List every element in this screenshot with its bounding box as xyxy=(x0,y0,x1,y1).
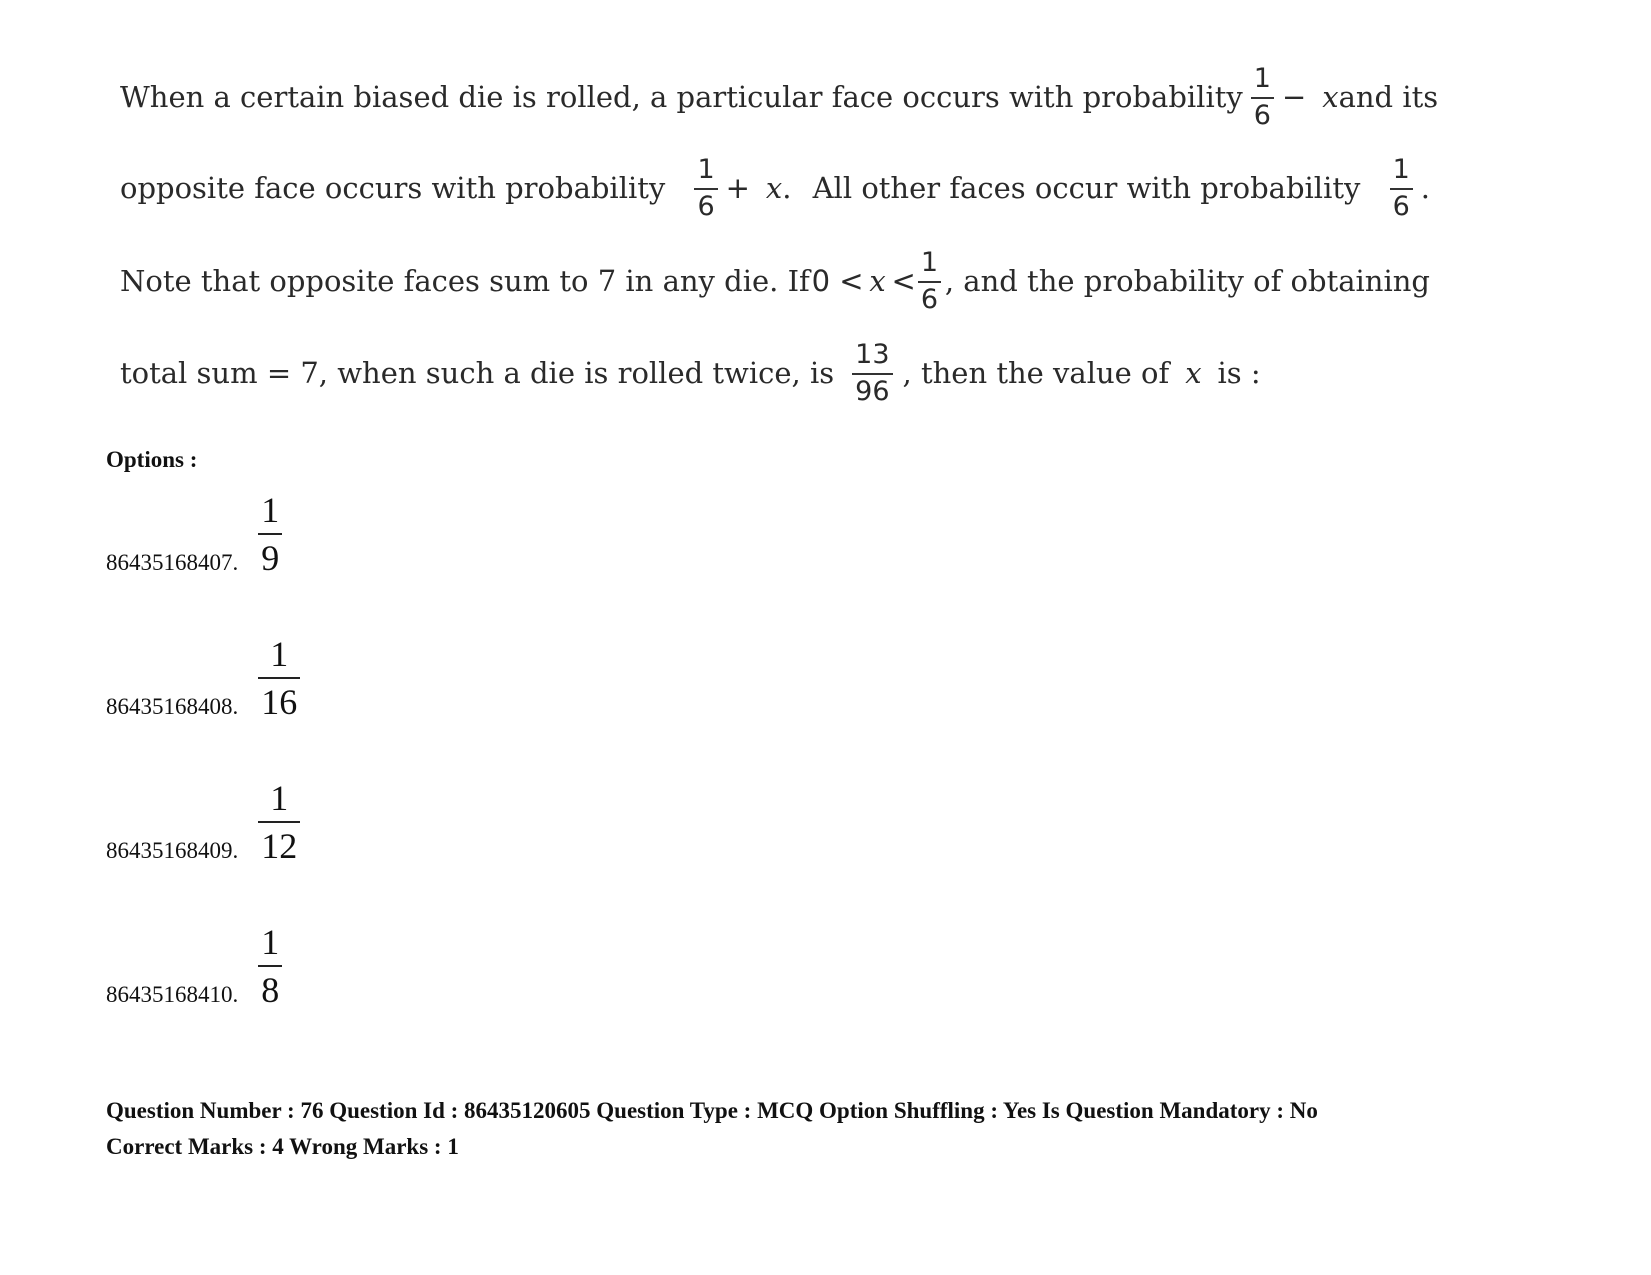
option-fraction: $\frac{1}{9}$ xyxy=(258,492,282,578)
option-fraction: $\frac{1}{8}$ xyxy=(258,924,282,1010)
question-line-1: When a certain biased die is rolled, a particular face occurs with probability $\frac{1}{6}$ − x and its xyxy=(120,63,1439,132)
question-text-fragment: and its xyxy=(1338,80,1439,115)
fraction: $\frac{1}{6}$ xyxy=(694,155,717,222)
fraction: $\frac{1}{6}$ xyxy=(1390,155,1413,222)
option-id: 86435168408. xyxy=(106,693,239,719)
option-id: 86435168409. xyxy=(106,837,239,863)
option-3[interactable] xyxy=(106,780,300,866)
question-text-fragment: , and the probability of obtaining xyxy=(944,264,1430,299)
option-1[interactable] xyxy=(106,492,282,578)
fraction: $\frac{13}{96}$ xyxy=(852,340,892,407)
fraction: $\frac{1}{6}$ xyxy=(1251,64,1274,131)
question-meta-line-2: Correct Marks : 4 Wrong Marks : 1 xyxy=(106,1134,459,1159)
option-fraction: $\frac{1}{12}$ xyxy=(258,780,300,866)
question-text-fragment: total sum = 7, when such a die is rolled twice, is xyxy=(120,356,835,391)
question-text-fragment: All other faces occur with probability xyxy=(812,171,1361,206)
question-text-fragment: When a certain biased die is rolled, a particular face occurs with probability xyxy=(120,80,1243,115)
options-label: Options : xyxy=(106,447,198,472)
option-id: 86435168410. xyxy=(106,981,239,1007)
option-2[interactable] xyxy=(106,636,300,722)
option-fraction: $\frac{1}{16}$ xyxy=(258,636,300,722)
option-id: 86435168407. xyxy=(106,549,239,575)
question-line-4: total sum = 7, when such a die is rolled twice, is $\frac{13}{96}$ , then the value of x is : xyxy=(120,339,1261,408)
question-line-3: Note that opposite faces sum to 7 in any die. If 0 < x < $\frac{1}{6}$ , and the probability of obtaining xyxy=(120,247,1430,316)
question-text-fragment: opposite face occurs with probability xyxy=(120,171,666,206)
option-4[interactable] xyxy=(106,924,282,1010)
question-text-fragment: Note that opposite faces sum to 7 in any die. If xyxy=(120,264,810,299)
question-text-fragment: is : xyxy=(1217,356,1261,391)
question-text-fragment: , then the value of xyxy=(902,356,1170,391)
fraction: $\frac{1}{6}$ xyxy=(918,248,941,315)
question-meta-line-1: Question Number : 76 Question Id : 86435120605 Question Type : MCQ Option Shuffling : Yes Is Question Mandatory : No xyxy=(106,1098,1318,1123)
question-line-2: opposite face occurs with probability $\frac{1}{6}$ + x . All other faces occur with probability $\frac{1}{6}$ . xyxy=(120,154,1430,223)
